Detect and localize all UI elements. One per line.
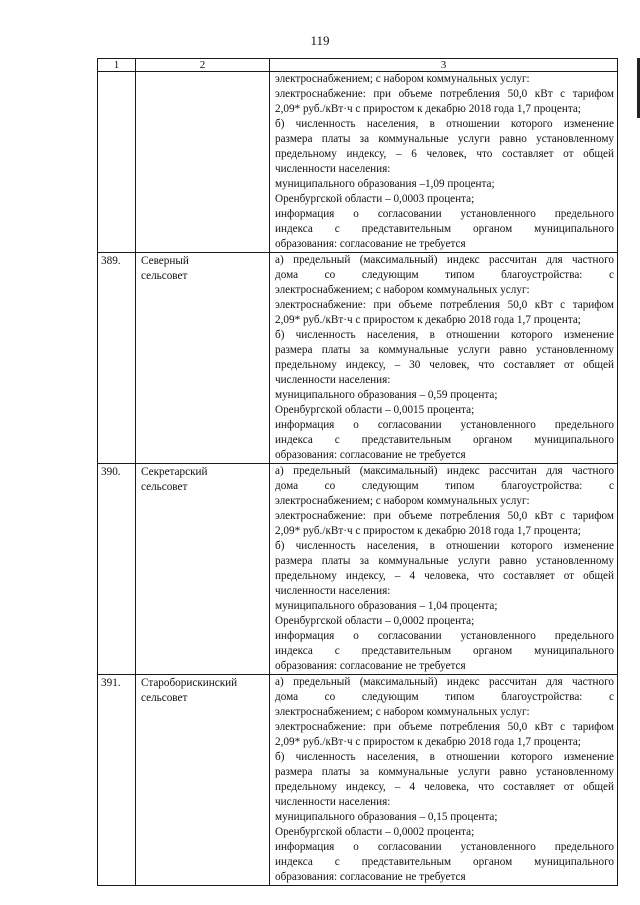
table-row xyxy=(98,675,618,886)
table-row xyxy=(98,253,618,464)
municipality-name-line: сельсовет xyxy=(141,270,188,282)
description-line: Оренбургской области – 0,0002 процента; xyxy=(275,826,475,838)
description-line: численности населения: xyxy=(275,585,391,597)
description-line: дома со следующим типом благоустройства: с xyxy=(275,480,614,492)
description-line: численности населения: xyxy=(275,374,391,386)
municipality-name xyxy=(136,72,270,253)
municipality-name xyxy=(136,464,270,675)
description-line: муниципального образования – 0,15 процента; xyxy=(275,811,498,823)
header-col-1: 1 xyxy=(98,59,136,72)
table-row xyxy=(98,464,618,675)
header-col-3: 3 xyxy=(270,59,618,72)
description-line: 2,09* руб./кВт·ч с приростом к декабрю 2018 года 1,7 процента; xyxy=(275,525,581,537)
description-line: электроснабжение: при объеме потребления 50,0 кВт с тарифом xyxy=(275,299,614,311)
description-line: 2,09* руб./кВт·ч с приростом к декабрю 2018 года 1,7 процента; xyxy=(275,736,581,748)
municipality-name-line: Северный xyxy=(141,255,189,267)
description-line: индекса с представительным органом муниципального xyxy=(275,223,614,235)
header-col-2: 2 xyxy=(136,59,270,72)
description-line: размера платы за коммунальные услуги равно установленному xyxy=(275,766,614,778)
municipality-name xyxy=(136,675,270,886)
index-description xyxy=(270,253,618,464)
description-line: информация о согласовании установленного предельного xyxy=(275,630,614,642)
description-line: предельному индексу, – 6 человек, что составляет от общей xyxy=(275,148,614,160)
description-line: 2,09* руб./кВт·ч с приростом к декабрю 2018 года 1,7 процента; xyxy=(275,314,581,326)
indices-table xyxy=(97,58,618,886)
description-line: дома со следующим типом благоустройства: с xyxy=(275,269,614,281)
page-number: 119 xyxy=(310,33,330,48)
description-line: электроснабжением; с набором коммунальных услуг: xyxy=(275,73,530,85)
description-line: размера платы за коммунальные услуги равно установленному xyxy=(275,555,614,567)
description-line: предельному индексу, – 4 человека, что составляет от общей xyxy=(275,570,614,582)
description-line: информация о согласовании установленного предельного xyxy=(275,208,614,220)
index-description xyxy=(270,675,618,886)
description-line: муниципального образования –1,09 процента; xyxy=(275,178,495,190)
description-line: дома со следующим типом благоустройства: с xyxy=(275,691,614,703)
municipality-name-line: сельсовет xyxy=(141,481,188,493)
municipality-name-line: Секретарский xyxy=(141,466,208,478)
description-line: электроснабжение: при объеме потребления 50,0 кВт с тарифом xyxy=(275,510,614,522)
description-line: численности населения: xyxy=(275,796,391,808)
description-line: а) предельный (максимальный) индекс рассчитан для частного xyxy=(275,676,614,688)
description-line: электроснабжением; с набором коммунальных услуг: xyxy=(275,284,530,296)
description-line: образования: согласование не требуется xyxy=(275,660,466,672)
row-number xyxy=(98,72,136,253)
row-number: 390. xyxy=(98,464,136,675)
row-number: 391. xyxy=(98,675,136,886)
description-line: Оренбургской области – 0,0002 процента; xyxy=(275,615,475,627)
row-number: 389. xyxy=(98,253,136,464)
index-description xyxy=(270,72,618,253)
municipality-name-line: сельсовет xyxy=(141,692,188,704)
description-line: электроснабжением; с набором коммунальных услуг: xyxy=(275,706,530,718)
description-line: муниципального образования – 0,59 процента; xyxy=(275,389,498,401)
description-line: информация о согласовании установленного предельного xyxy=(275,841,614,853)
description-line: электроснабжение: при объеме потребления 50,0 кВт с тарифом xyxy=(275,721,614,733)
description-line: индекса с представительным органом муниципального xyxy=(275,434,614,446)
description-line: б) численность населения, в отношении которого изменение xyxy=(275,118,614,130)
description-line: муниципального образования – 1,04 процента; xyxy=(275,600,498,612)
municipality-name xyxy=(136,253,270,464)
description-line: предельному индексу, – 30 человек, что составляет от общей xyxy=(275,359,614,371)
index-description xyxy=(270,464,618,675)
description-line: электроснабжением; с набором коммунальных услуг: xyxy=(275,495,530,507)
description-line: а) предельный (максимальный) индекс рассчитан для частного xyxy=(275,465,614,477)
description-line: образования: согласование не требуется xyxy=(275,871,466,883)
description-line: а) предельный (максимальный) индекс рассчитан для частного xyxy=(275,254,614,266)
description-line: образования: согласование не требуется xyxy=(275,238,466,250)
table-row xyxy=(98,72,618,253)
description-line: б) численность населения, в отношении которого изменение xyxy=(275,329,614,341)
description-line: образования: согласование не требуется xyxy=(275,449,466,461)
description-line: информация о согласовании установленного предельного xyxy=(275,419,614,431)
description-line: Оренбургской области – 0,0015 процента; xyxy=(275,404,475,416)
description-line: размера платы за коммунальные услуги равно установленному xyxy=(275,344,614,356)
municipality-name-line: Староборискинский xyxy=(141,677,238,689)
description-line: индекса с представительным органом муниципального xyxy=(275,645,614,657)
description-line: численности населения: xyxy=(275,163,391,175)
description-line: Оренбургской области – 0,0003 процента; xyxy=(275,193,475,205)
description-line: электроснабжение: при объеме потребления 50,0 кВт с тарифом xyxy=(275,88,614,100)
description-line: размера платы за коммунальные услуги равно установленному xyxy=(275,133,614,145)
description-line: б) численность населения, в отношении которого изменение xyxy=(275,540,614,552)
table-header-row xyxy=(98,59,618,72)
description-line: предельному индексу, – 4 человека, что составляет от общей xyxy=(275,781,614,793)
description-line: б) численность населения, в отношении которого изменение xyxy=(275,751,614,763)
description-line: индекса с представительным органом муниципального xyxy=(275,856,614,868)
table-body xyxy=(98,72,618,886)
description-line: 2,09* руб./кВт·ч с приростом к декабрю 2018 года 1,7 процента; xyxy=(275,103,581,115)
